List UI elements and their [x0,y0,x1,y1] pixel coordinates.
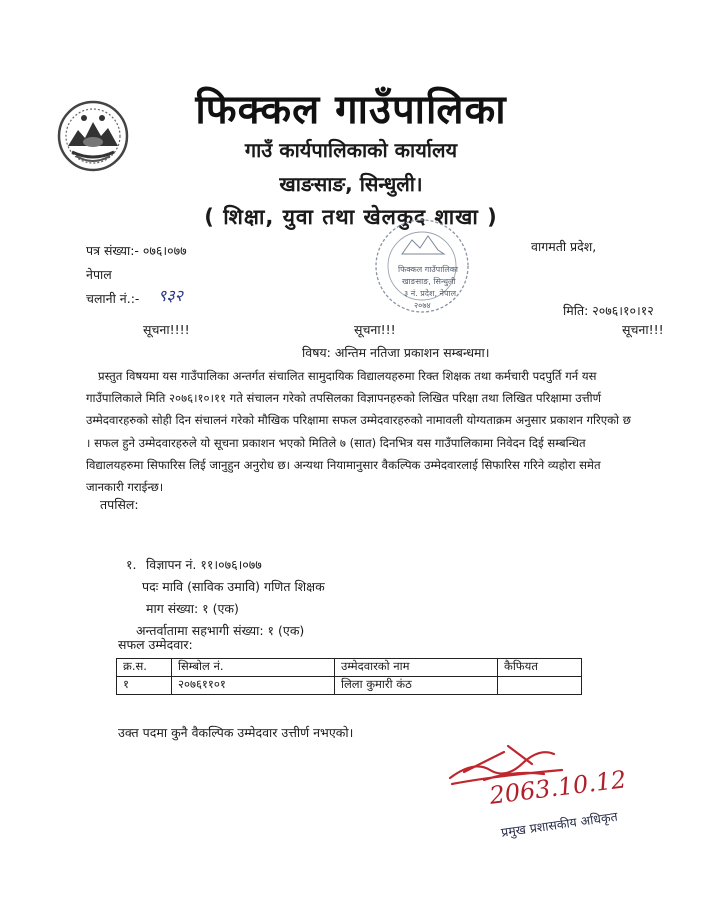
notice-heading-2: सूचना!!! [354,322,396,337]
cell-symbol: २०७६११०१ [172,677,335,695]
country-name: नेपाल [86,267,112,282]
cell-serial: १ [117,677,172,695]
office-address: खाङसाङ, सिन्धुली। [279,172,423,196]
cell-remarks [498,677,582,695]
office-name: गाउँ कार्यपालिकाको कार्यालय [244,138,458,162]
seal-text-2: खाङसाङ, सिन्धुली [402,277,456,286]
seal-text-1: फिक्कल गाउँपालिका [398,265,458,274]
body-line: । सफल हुने उम्मेदवारहरुले यो सूचना प्रकाशन भएको मितिले ७ (सात) दिनभित्र यस गाउँपालिकामा निवेदन दिई सम्बन्धित [86,435,586,450]
table-row [117,677,582,695]
header-remarks: कैफियत [498,659,582,677]
body-line: जानकारी गराईन्छ। [86,480,164,495]
body-line: गाउँपालिकाले मिति २०७६।१०।११ गते संचालन गरेको तपसिलका विज्ञापनहरुको लिखित परिक्षा तथा लिखित परिक्षामा उत्तीर्ण [86,391,602,406]
cell-name: लिला कुमारी कंठ [335,677,498,695]
seal-text-3: ३ नं. प्रदेश, नेपाल [404,289,457,298]
office-seal-stamp [372,214,472,318]
dispatch-number-label: चलानी नं.:- [86,291,140,306]
body-line: उम्मेदवारहरुको सोही दिन संचालनं गरेको मौखिक परिक्षामा सफल उम्मेदवारहरुको नामावली योग्यताक्रम अनुसार प्रकाशन गरिएको छ [86,413,631,428]
result-table [116,658,582,695]
seal-text-4: २०७४ [414,301,431,310]
ad-demand: माग संख्या: १ (एक) [146,601,239,616]
branch-name: ( शिक्षा, युवा तथा खेलकुद शाखा ) [204,205,498,229]
body-line: प्रस्तुत विषयमा यस गाउँपालिका अन्तर्गत संचालित सामुदायिक विद्यालयहरुमा रिक्त शिक्षक तथा कर्मचारी पदपुर्ति गर्न यस [98,369,597,383]
letter-date: मिति: २०७६।१०।१२ [563,303,654,318]
ad-interview-count: अन्तर्वातामा सहभागी संख्या: १ (एक) [136,623,305,638]
header-name: उम्मेदवारको नाम [335,659,498,677]
ad-number: विज्ञापन नं. ११।०७६।०७७ [146,557,262,572]
footer-note: उक्त पदमा कुनै वैकल्पिक उम्मेदवार उत्तीर्ण नभएको। [118,725,354,740]
signature-designation: प्रमुख प्रशासकीय अधिकृत [500,808,619,840]
ad-index: १. [126,557,137,572]
successful-candidates-label: सफल उम्मेदवार: [118,637,193,652]
letter-number: पत्र संख्या:- ०७६।०७७ [86,243,187,258]
subject-line: विषय: अन्तिम नतिजा प्रकाशन सम्बन्धमा। [302,345,490,360]
dispatch-number-handwritten: ९३२ [158,286,183,305]
signature-date-handwritten: 2063.10.12 [488,765,628,810]
municipality-title: फिक्कल गाउँपालिका [195,87,507,133]
table-header-row [117,659,582,677]
ad-post: पदः मावि (साविक उमावि) गणित शिक्षक [142,579,325,594]
tapsil-label: तपसिल: [100,497,139,512]
province-name: वागमती प्रदेश, [531,239,597,254]
body-line: विद्यालयहरुमा सिफारिस लिई जानुहुन अनुरोध छ। अन्यथा नियामानुसार वैकल्पिक उम्मेदवारलाई सिफारिस गरिने व्यहोरा समेत [86,457,601,472]
notice-heading-3: सूचना!!! [622,322,664,337]
notice-heading-1: सूचना!!!! [143,322,190,337]
header-symbol: सिम्बोल नं. [172,659,335,677]
notice-body [86,365,634,498]
header-serial: क्र.स. [117,659,172,677]
